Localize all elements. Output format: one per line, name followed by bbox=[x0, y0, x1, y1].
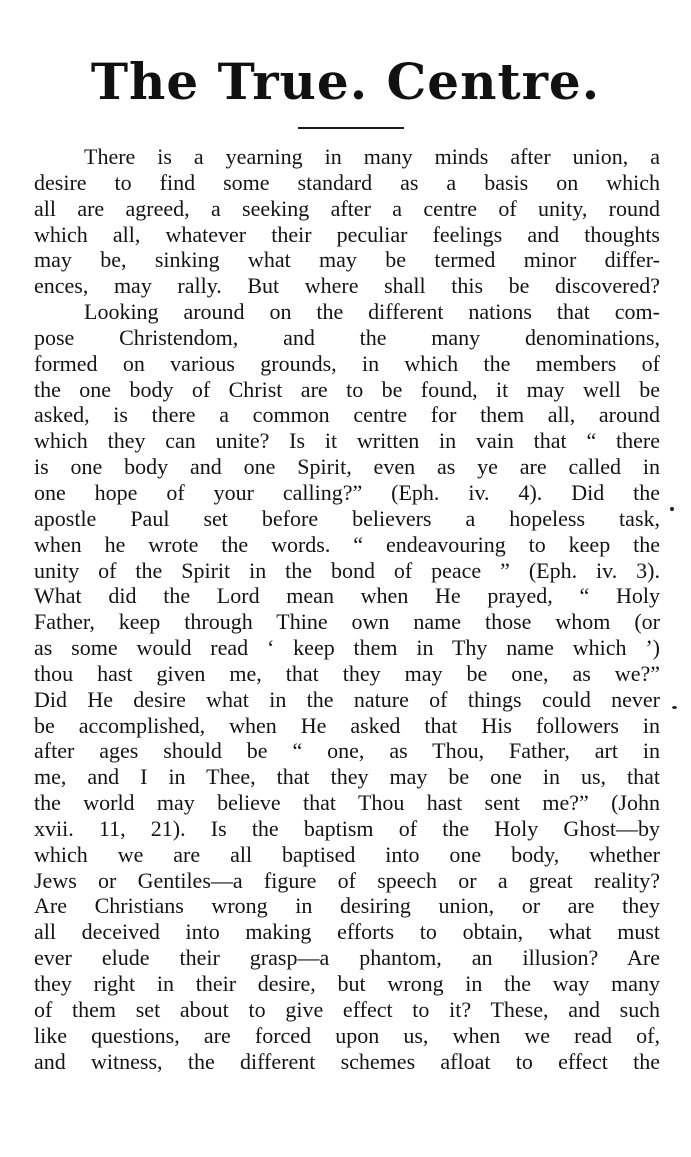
text-line: ences, may rally. But where shall this be discovered? bbox=[34, 273, 660, 299]
text-line: may be, sinking what may be termed minor differ- bbox=[34, 247, 660, 273]
text-line: is one body and one Spirit, even as ye are called in bbox=[34, 454, 660, 480]
text-line: when he wrote the words. “ endeavouring to keep the bbox=[34, 531, 660, 557]
text-line: Looking around on the different nations that com- bbox=[84, 299, 660, 325]
text-line: and witness, the different schemes afloat to effect the bbox=[34, 1048, 660, 1074]
text-line: Are Christians wrong in desiring union, or are they bbox=[34, 893, 660, 919]
text-line: What did the Lord mean when He prayed, “ Holy bbox=[34, 583, 660, 609]
text-line: There is a yearning in many minds after union, a bbox=[84, 144, 660, 169]
text-line: xvii. 11, 21). Is the baptism of the Holy Ghost—by bbox=[34, 815, 660, 841]
text-line: they right in their desire, but wrong in the way many bbox=[34, 971, 660, 996]
text-line: formed on various grounds, in which the members of bbox=[34, 350, 660, 376]
text-line: ever elude their grasp—a phantom, an illusion? Are bbox=[34, 945, 660, 971]
text-line: me, and I in Thee, that they may be one in us, that bbox=[34, 764, 660, 790]
text-line: pose Christendom, and the many denominations, bbox=[34, 324, 660, 350]
text-line: which we are all baptised into one body, whether bbox=[34, 841, 660, 867]
text-line: the world may believe that Thou hast sent me?” (John bbox=[34, 790, 660, 816]
page-title: The True. Centre. bbox=[90, 52, 601, 111]
text-line: thou hast given me, that they may be one, as we?” bbox=[34, 660, 660, 686]
print-speck bbox=[672, 706, 677, 709]
title-divider bbox=[298, 127, 404, 129]
text-line: desire to find some standard as a basis on which bbox=[34, 169, 660, 195]
text-line: all deceived into making efforts to obtain, what must bbox=[34, 919, 660, 945]
text-line: Jews or Gentiles—a figure of speech or a great reality? bbox=[34, 867, 660, 893]
text-line: as some would read ‘ keep them in Thy name which ’) bbox=[34, 635, 660, 661]
text-line: Father, keep through Thine own name those whom (or bbox=[34, 609, 660, 635]
text-line: Did He desire what in the nature of things could never bbox=[34, 686, 660, 712]
text-line: all are agreed, a seeking after a centre of unity, round bbox=[34, 195, 660, 221]
text-line: be accomplished, when He asked that His followers in bbox=[34, 712, 660, 738]
text-line: which all, whatever their peculiar feelings and thoughts bbox=[34, 221, 660, 247]
text-line: asked, is there a common centre for them all, around bbox=[34, 402, 660, 428]
text-line: one hope of your calling?” (Eph. iv. 4). Did the bbox=[34, 479, 660, 505]
text-line: which they can unite? Is it written in vain that “ there bbox=[34, 428, 660, 454]
text-line: of them set about to give effect to it? These, and such bbox=[34, 996, 660, 1022]
text-line: unity of the Spirit in the bond of peace ” (Eph. iv. 3). bbox=[34, 557, 660, 583]
print-speck bbox=[670, 507, 674, 511]
text-line: apostle Paul set before believers a hopeless task, bbox=[34, 505, 660, 531]
body-text bbox=[34, 144, 660, 1074]
text-line: like questions, are forced upon us, when we read of, bbox=[34, 1022, 660, 1048]
text-line: the one body of Christ are to be found, it may well be bbox=[34, 376, 660, 402]
text-line: after ages should be “ one, as Thou, Father, art in bbox=[34, 738, 660, 764]
